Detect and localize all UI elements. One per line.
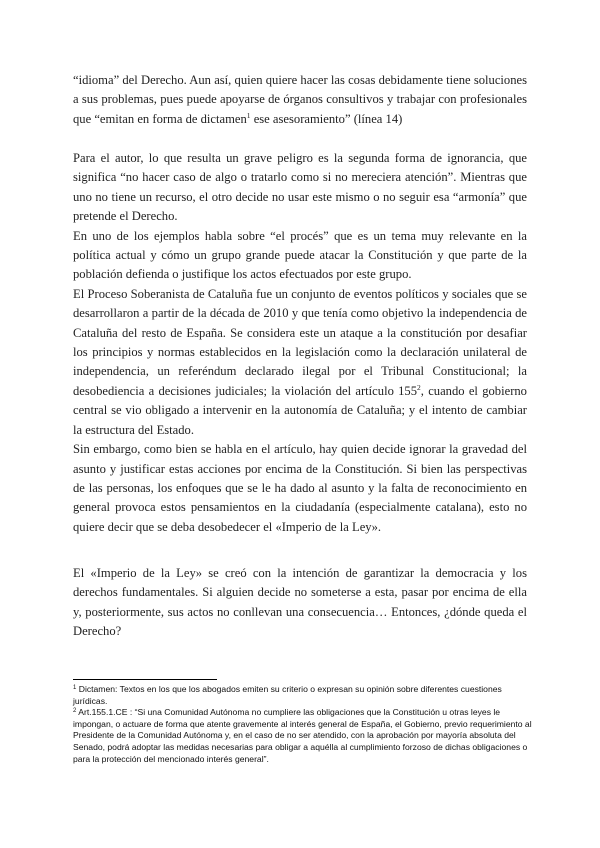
body-text-closing xyxy=(73,564,527,642)
footnotes xyxy=(73,684,533,765)
footnote-ref-1[interactable]: 1 xyxy=(246,110,251,120)
footnote-divider xyxy=(73,679,217,680)
paragraph-5: Sin embargo, como bien se habla en el artículo, hay quien decide ignorar la gravedad del asunto y justificar estas acciones por encima de la Constitución. Si bien las perspectivas de las personas, los enfoques que se le ha dado al asunto y la falta de reconocimiento en general provoca estos pensamientos en la ciudadanía (especialmente catalana), esto no quiere decir que se deba desobedecer el «Imperio de la Ley». xyxy=(73,442,527,534)
body-text xyxy=(73,71,527,129)
paragraph-2: Para el autor, lo que resulta un grave peligro es la segunda forma de ignorancia, que significa “no hacer caso de algo o tratarlo como si no mereciera atención”. Mientras que uno no tiene un recurso, el otro decide no usar este mismo o no seguir esa “armonía” que pretende el Derecho. xyxy=(73,151,527,224)
body-text-main xyxy=(73,149,527,537)
footnote-2: $^2$ Art.155.1.CE : “Si una Comunidad Autónoma no cumpliere las obligaciones que la Constitución u otras leyes le impongan, o actuare de forma que atente gravemente al interés general de España, el Gobierno, previo requerimiento al Presidente de la Comunidad Autónoma y, en el caso de no ser atendido, con la aprobación por mayoría absoluta del Senado, podrá adoptar las medidas necesarias para obligar a aquélla al cumplimiento forzoso de dichas obligaciones o para la protección del mencionado interés general”. xyxy=(73,707,532,764)
paragraph-6: El «Imperio de la Ley» se creó con la intención de garantizar la democracia y los derechos fundamentales. Si alguien decide no someterse a esta, pasar por encima de ella y, posteriormente, sus actos no conllevan una consecuencia… Entonces, ¿dónde queda el Derecho? xyxy=(73,566,527,639)
footnote-1: $^1$ Dictamen: Textos en los que los abogados emiten su criterio o expresan su opinión sobre diferentes cuestiones jurídicas. xyxy=(73,684,502,706)
paragraph-1: “idioma” del Derecho. Aun así, quien quiere hacer las cosas debidamente tiene soluciones a sus problemas, pues puede apoyarse de órganos consultivos y trabajar con profesionales que “emitan en forma de dictamen$^1$ ese asesoramiento” (línea 14) xyxy=(73,73,527,126)
footnote-ref-2[interactable]: 2 xyxy=(417,382,421,392)
paragraph-3: En uno de los ejemplos habla sobre “el procés” que es un tema muy relevante en la política actual y cómo un grupo grande puede atacar la Constitución y que parte de la población defienda o justifique los actos efectuados por este grupo. xyxy=(73,228,527,282)
paragraph-4: El Proceso Soberanista de Cataluña fue un conjunto de eventos políticos y sociales que se desarrollaron a partir de la década de 2010 y que tenía como objetivo la independencia de Cataluña del resto de España. Se considera este un ataque a la constitución por desafiar los principios y normas establecidos en la legislación como la declaración unilateral de independencia, un referéndum declarado ilegal por el Tribunal Constitucional; la desobediencia a decisiones judiciales; la violación del artículo $155^2$, cuando el gobierno central se vio obligado a intervenir en la autonomía de Cataluña; y el intento de cambiar la estructura del Estado. xyxy=(73,286,527,437)
